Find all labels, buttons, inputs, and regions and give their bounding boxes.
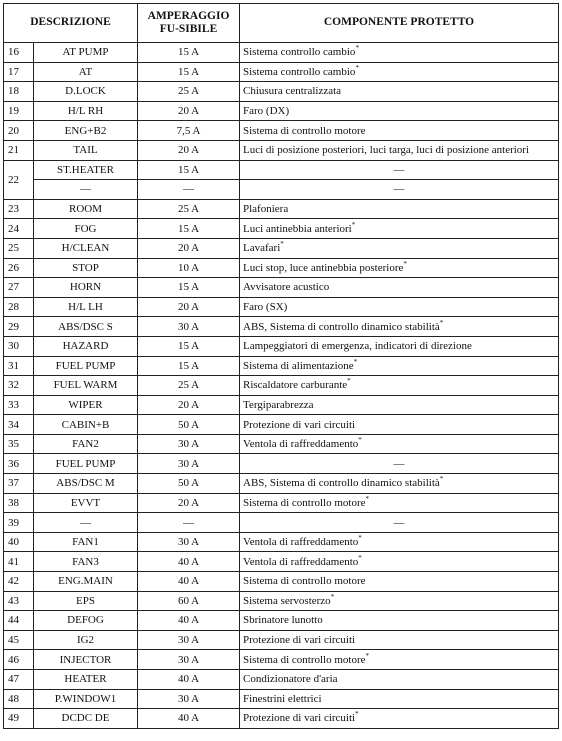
table-row — [4, 297, 559, 317]
fuse-number: 42 — [4, 572, 34, 592]
fuse-amperage: — — [138, 513, 240, 533]
protected-component — [240, 101, 559, 121]
fuse-amperage: 40 A — [138, 709, 240, 729]
table-row — [4, 513, 559, 533]
protected-component-text: Sistema di controllo motore — [243, 496, 366, 509]
fuse-amperage: 60 A — [138, 591, 240, 611]
fuse-amperage: 20 A — [138, 101, 240, 121]
fuse-description: CABIN+B — [34, 415, 138, 435]
fuse-description: FAN2 — [34, 434, 138, 454]
fuse-description: P.WINDOW1 — [34, 689, 138, 709]
protected-component — [240, 336, 559, 356]
fuse-amperage: 20 A — [138, 493, 240, 513]
fuse-table — [3, 3, 559, 729]
fuse-description: — — [34, 513, 138, 533]
fuse-number: 26 — [4, 258, 34, 278]
fuse-number: 37 — [4, 474, 34, 494]
table-row — [4, 376, 559, 396]
table-row — [4, 82, 559, 102]
fuse-amperage: 25 A — [138, 82, 240, 102]
protected-component — [240, 513, 559, 533]
protected-component — [240, 532, 559, 552]
fuse-number: 49 — [4, 709, 34, 729]
table-row — [4, 552, 559, 572]
protected-component — [240, 219, 559, 239]
protected-component-text: Sistema controllo cambio — [243, 46, 356, 59]
fuse-description: DCDC DE — [34, 709, 138, 729]
protected-component-text: Sbrinatore lunotto — [243, 614, 323, 627]
fuse-number: 40 — [4, 532, 34, 552]
table-row — [4, 395, 559, 415]
protected-component-text: Sistema di controllo motore — [243, 575, 366, 588]
table-row — [4, 180, 559, 200]
protected-component — [240, 591, 559, 611]
protected-component — [240, 356, 559, 376]
table-row — [4, 140, 559, 160]
table-row — [4, 572, 559, 592]
fuse-description: HEATER — [34, 670, 138, 690]
protected-component — [240, 572, 559, 592]
header-row — [4, 4, 559, 43]
fuse-amperage: 15 A — [138, 278, 240, 298]
footnote-marker: * — [280, 240, 284, 249]
footnote-marker: * — [355, 44, 359, 53]
table-row — [4, 199, 559, 219]
protected-component-text: Sistema servosterzo — [243, 594, 331, 607]
table-row — [4, 493, 559, 513]
fuse-amperage: 20 A — [138, 297, 240, 317]
fuse-amperage: 40 A — [138, 552, 240, 572]
fuse-number: 38 — [4, 493, 34, 513]
table-row — [4, 670, 559, 690]
fuse-description: INJECTOR — [34, 650, 138, 670]
fuse-number: 23 — [4, 199, 34, 219]
table-row — [4, 650, 559, 670]
fuse-amperage: 7,5 A — [138, 121, 240, 141]
footnote-marker: * — [347, 377, 351, 386]
protected-component-text: Faro (SX) — [243, 300, 288, 313]
table-row — [4, 160, 559, 180]
fuse-number: 41 — [4, 552, 34, 572]
fuse-number: 27 — [4, 278, 34, 298]
fuse-description: AT PUMP — [34, 43, 138, 63]
table-row — [4, 356, 559, 376]
fuse-description: FUEL WARM — [34, 376, 138, 396]
protected-component-text: Lavafari — [243, 242, 281, 255]
fuse-amperage: 30 A — [138, 532, 240, 552]
fuse-number: 45 — [4, 630, 34, 650]
protected-component — [240, 199, 559, 219]
footnote-marker: * — [403, 259, 407, 268]
fuse-description: FUEL PUMP — [34, 356, 138, 376]
table-row — [4, 238, 559, 258]
protected-component-text: Ventola di raffreddamento — [243, 555, 359, 568]
header-amperaggio: AMPERAGGIO FU-SIBILE — [138, 4, 240, 43]
protected-component-text: Tergiparabrezza — [243, 398, 314, 411]
protected-component — [240, 670, 559, 690]
fuse-amperage: 20 A — [138, 395, 240, 415]
fuse-description: FOG — [34, 219, 138, 239]
table-header — [4, 4, 559, 43]
fuse-amperage: 15 A — [138, 356, 240, 376]
fuse-description: EVVT — [34, 493, 138, 513]
protected-component — [240, 650, 559, 670]
fuse-amperage: 30 A — [138, 434, 240, 454]
protected-component-text: Luci stop, luce antinebbia posteriore — [243, 261, 404, 274]
fuse-description: ST.HEATER — [34, 160, 138, 180]
fuse-number: 24 — [4, 219, 34, 239]
protected-component-text: ABS, Sistema di controllo dinamico stabilità — [243, 477, 440, 490]
footnote-marker: * — [358, 534, 362, 543]
table-row — [4, 317, 559, 337]
fuse-amperage: 25 A — [138, 376, 240, 396]
protected-component — [240, 376, 559, 396]
protected-component — [240, 160, 559, 180]
fuse-number: 32 — [4, 376, 34, 396]
protected-component — [240, 82, 559, 102]
table-row — [4, 62, 559, 82]
protected-component-text: Ventola di raffreddamento — [243, 438, 359, 451]
protected-component-text: Avvisatore acustico — [243, 281, 330, 294]
fuse-description: HAZARD — [34, 336, 138, 356]
table-row — [4, 591, 559, 611]
fuse-amperage: — — [138, 180, 240, 200]
table-row — [4, 278, 559, 298]
fuse-description: EPS — [34, 591, 138, 611]
protected-component — [240, 180, 559, 200]
fuse-description: — — [34, 180, 138, 200]
footnote-marker: * — [365, 494, 370, 503]
fuse-number: 33 — [4, 395, 34, 415]
fuse-description: FUEL PUMP — [34, 454, 138, 474]
fuse-amperage: 15 A — [138, 62, 240, 82]
fuse-description: D.LOCK — [34, 82, 138, 102]
fuse-description: ABS/DSC S — [34, 317, 138, 337]
header-componente: COMPONENTE PROTETTO — [240, 4, 559, 43]
protected-component — [240, 415, 559, 435]
protected-component — [240, 689, 559, 709]
fuse-description: STOP — [34, 258, 138, 278]
protected-component-text: Lampeggiatori di emergenza, indicatori di direzione — [243, 340, 472, 353]
protected-component — [240, 395, 559, 415]
fuse-amperage: 40 A — [138, 611, 240, 631]
protected-component-text: Protezione di vari circuiti — [243, 418, 356, 431]
table-row — [4, 101, 559, 121]
protected-component — [240, 474, 559, 494]
fuse-amperage: 30 A — [138, 650, 240, 670]
fuse-number: 30 — [4, 336, 34, 356]
protected-component-text: — — [393, 516, 405, 529]
footnote-marker: * — [330, 592, 335, 601]
fuse-number: 31 — [4, 356, 34, 376]
protected-component-text: Luci antinebbia anteriori — [243, 222, 352, 235]
fuse-number: 17 — [4, 62, 34, 82]
protected-component — [240, 297, 559, 317]
fuse-description: ENG+B2 — [34, 121, 138, 141]
fuse-number: 34 — [4, 415, 34, 435]
fuse-table-container — [3, 3, 559, 729]
protected-component — [240, 434, 559, 454]
fuse-number: 28 — [4, 297, 34, 317]
protected-component-text: Chiusura centralizzata — [243, 85, 342, 98]
protected-component — [240, 238, 559, 258]
fuse-amperage: 40 A — [138, 670, 240, 690]
fuse-amperage: 10 A — [138, 258, 240, 278]
protected-component — [240, 121, 559, 141]
protected-component-text: Ventola di raffreddamento — [243, 536, 359, 549]
fuse-description: ENG.MAIN — [34, 572, 138, 592]
fuse-number: 39 — [4, 513, 34, 533]
table-row — [4, 689, 559, 709]
fuse-amperage: 30 A — [138, 630, 240, 650]
fuse-number: 46 — [4, 650, 34, 670]
protected-component — [240, 493, 559, 513]
protected-component-text: Sistema di controllo motore — [243, 653, 366, 666]
fuse-amperage: 20 A — [138, 238, 240, 258]
fuse-description: H/L LH — [34, 297, 138, 317]
protected-component-text: ABS, Sistema di controllo dinamico stabilità — [243, 320, 440, 333]
fuse-description: ABS/DSC M — [34, 474, 138, 494]
protected-component — [240, 258, 559, 278]
fuse-description: HORN — [34, 278, 138, 298]
protected-component-text: Condizionatore d'aria — [243, 673, 338, 686]
footnote-marker: * — [358, 553, 362, 562]
table-row — [4, 454, 559, 474]
protected-component-text: Finestrini elettrici — [243, 692, 322, 705]
table-row — [4, 630, 559, 650]
footnote-marker: * — [365, 651, 370, 660]
protected-component — [240, 317, 559, 337]
fuse-number: 20 — [4, 121, 34, 141]
fuse-number: 48 — [4, 689, 34, 709]
protected-component — [240, 62, 559, 82]
protected-component-text: Protezione di vari circuiti — [243, 712, 356, 725]
fuse-number: 29 — [4, 317, 34, 337]
fuse-number: 47 — [4, 670, 34, 690]
table-row — [4, 219, 559, 239]
protected-component — [240, 43, 559, 63]
table-row — [4, 258, 559, 278]
fuse-amperage: 25 A — [138, 199, 240, 219]
fuse-amperage: 15 A — [138, 219, 240, 239]
table-row — [4, 611, 559, 631]
fuse-amperage: 30 A — [138, 454, 240, 474]
protected-component — [240, 140, 559, 160]
fuse-description: ROOM — [34, 199, 138, 219]
fuse-number: 25 — [4, 238, 34, 258]
protected-component-text: Luci di posizione posteriori, luci targa, luci di posizione anteriori — [243, 144, 530, 157]
protected-component — [240, 709, 559, 729]
table-row — [4, 415, 559, 435]
fuse-description: AT — [34, 62, 138, 82]
fuse-description: WIPER — [34, 395, 138, 415]
footnote-marker: * — [351, 220, 356, 229]
footnote-marker: * — [353, 357, 358, 366]
protected-component — [240, 630, 559, 650]
fuse-number: 19 — [4, 101, 34, 121]
protected-component — [240, 454, 559, 474]
protected-component — [240, 278, 559, 298]
fuse-amperage: 30 A — [138, 317, 240, 337]
table-row — [4, 709, 559, 729]
fuse-description: FAN3 — [34, 552, 138, 572]
fuse-amperage: 30 A — [138, 689, 240, 709]
fuse-amperage: 50 A — [138, 415, 240, 435]
fuse-number: 16 — [4, 43, 34, 63]
footnote-marker: * — [355, 710, 359, 719]
protected-component-text: Sistema di controllo motore — [243, 124, 366, 137]
protected-component-text: — — [393, 183, 405, 196]
protected-component-text: Sistema di alimentazione — [243, 359, 354, 372]
fuse-number: 18 — [4, 82, 34, 102]
table-row — [4, 474, 559, 494]
protected-component-text: — — [393, 457, 405, 470]
table-row — [4, 532, 559, 552]
table-row — [4, 121, 559, 141]
table-row — [4, 43, 559, 63]
protected-component — [240, 552, 559, 572]
footnote-marker: * — [439, 318, 444, 327]
fuse-amperage: 15 A — [138, 160, 240, 180]
fuse-number: 22 — [4, 160, 34, 199]
protected-component-text: — — [393, 163, 405, 176]
table-body — [4, 43, 559, 729]
fuse-number: 43 — [4, 591, 34, 611]
fuse-number: 36 — [4, 454, 34, 474]
fuse-amperage: 20 A — [138, 140, 240, 160]
fuse-description: TAIL — [34, 140, 138, 160]
fuse-amperage: 15 A — [138, 43, 240, 63]
footnote-marker: * — [439, 475, 444, 484]
fuse-amperage: 50 A — [138, 474, 240, 494]
protected-component-text: Protezione di vari circuiti — [243, 634, 356, 647]
protected-component-text: Riscaldatore carburante — [243, 379, 348, 392]
header-descrizione: DESCRIZIONE — [4, 4, 138, 43]
fuse-description: H/CLEAN — [34, 238, 138, 258]
fuse-description: DEFOG — [34, 611, 138, 631]
fuse-description: IG2 — [34, 630, 138, 650]
protected-component-text: Sistema controllo cambio — [243, 65, 356, 78]
fuse-amperage: 15 A — [138, 336, 240, 356]
footnote-marker: * — [355, 63, 359, 72]
fuse-number: 21 — [4, 140, 34, 160]
table-row — [4, 336, 559, 356]
fuse-number: 44 — [4, 611, 34, 631]
footnote-marker: * — [358, 436, 362, 445]
fuse-number: 35 — [4, 434, 34, 454]
fuse-description: FAN1 — [34, 532, 138, 552]
fuse-amperage: 40 A — [138, 572, 240, 592]
table-row — [4, 434, 559, 454]
protected-component — [240, 611, 559, 631]
protected-component-text: Plafoniera — [243, 203, 289, 215]
fuse-description: H/L RH — [34, 101, 138, 121]
protected-component-text: Faro (DX) — [243, 105, 290, 118]
